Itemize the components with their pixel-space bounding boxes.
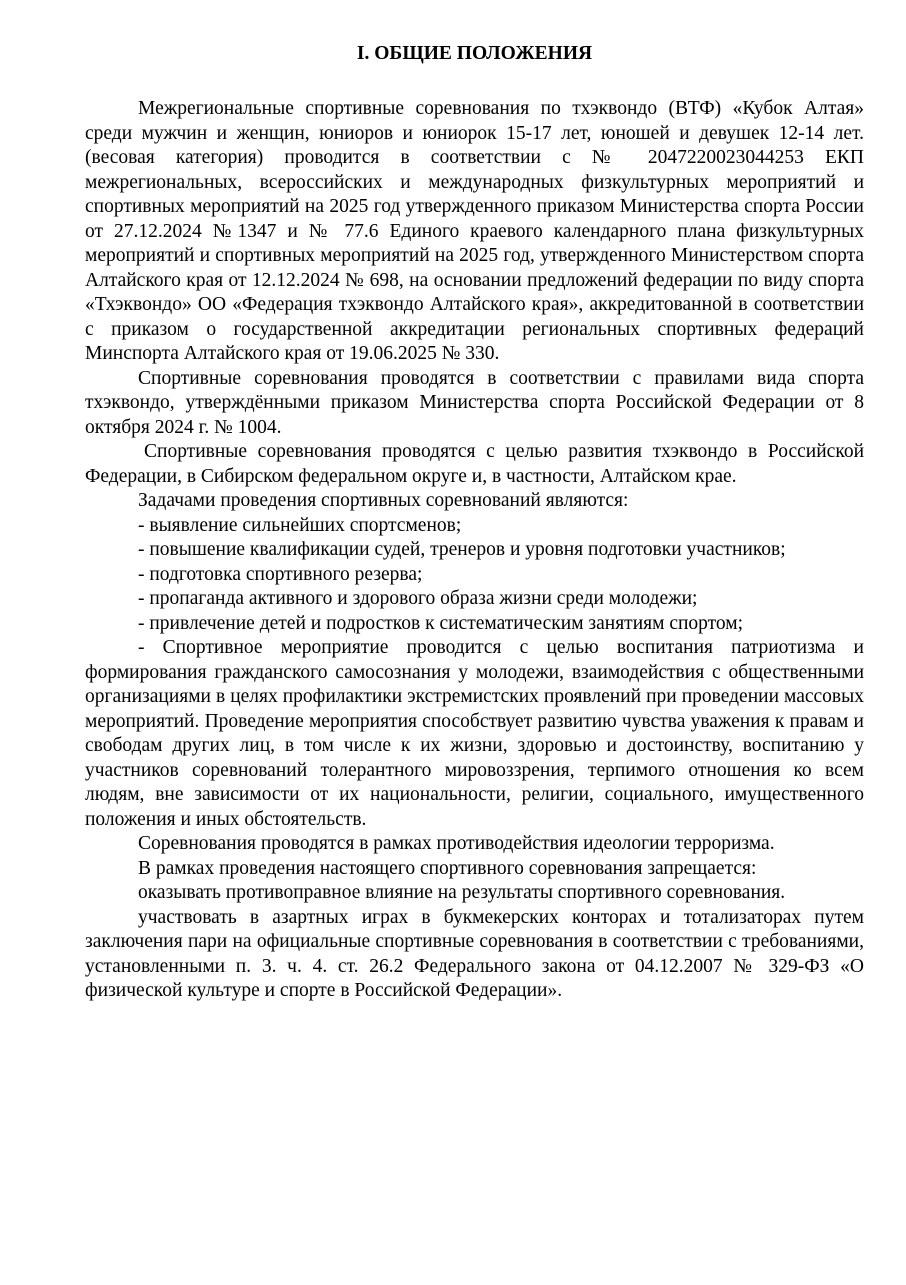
task-item: - выявление сильнейших спортсменов; bbox=[138, 514, 462, 536]
task-item: - подготовка спортивного резерва; bbox=[138, 563, 423, 585]
paragraph-prohibition-influence: оказывать противоправное влияние на результаты спортивного соревнования. bbox=[138, 882, 786, 903]
task-item: - пропаганда активного и здорового образа жизни среди молодежи; bbox=[138, 588, 698, 609]
paragraph-purpose: Спортивные соревнования проводятся с целью развития тхэквондо в Российской Федерации, в Сибирском федеральном округе и, в частности, Алтайском крае. bbox=[85, 441, 864, 487]
paragraph-prohibitions-intro: В рамках проведения настоящего спортивного соревнования запрещается: bbox=[138, 857, 757, 879]
task-item: - повышение квалификации судей, тренеров и уровня подготовки участников; bbox=[138, 539, 786, 560]
document-page bbox=[85, 40, 864, 1004]
paragraph-rules: Спортивные соревнования проводятся в соответствии с правилами вида спорта тхэквондо, утверждёнными приказом Министерства спорта Российской Федерации от 8 октября 2024 г. № 1004. bbox=[85, 367, 864, 438]
task-item: - привлечение детей и подростков к систематическим занятиям спортом; bbox=[138, 612, 744, 634]
section-title: I. ОБЩИЕ ПОЛОЖЕНИЯ bbox=[356, 43, 593, 64]
paragraph-anti-terrorism: Соревнования проводятся в рамках противодействия идеологии терроризма. bbox=[138, 833, 775, 854]
tasks-intro: Задачами проведения спортивных соревнований являются: bbox=[138, 490, 629, 511]
paragraph-patriotism: - Спортивное мероприятие проводится с целью воспитания патриотизма и формирования гражданского самосознания у молодежи, взаимодействия с общественными организациями в целях профилактики экстремистских проявлений при проведении массовых мероприятий. Проведение мероприятия способствует развитию чувства уважения к правам и свободам других лиц, в том числе к их жизни, здоровью и достоинству, воспитанию у участников соревнований толерантного мировоззрения, терпимого отношения ко всем людям, вне зависимости от их национальности, религии, социального, имущественного положения и иных обстоятельств. bbox=[85, 637, 864, 830]
paragraph-legal-basis: Межрегиональные спортивные соревнования по тхэквондо (ВТФ) «Кубок Алтая» среди мужчин и женщин, юниоров и юниорок 15-17 лет, юношей и девушек 12-14 лет.(весовая категория) проводится в соответствии с № 2047220023044253 ЕКП межрегиональных, всероссийских и международных физкультурных мероприятий и спортивных мероприятий на 2025 год утвержденного приказом Министерства спорта России от 27.12.2024 №1347 и № 77.6 Единого краевого календарного плана физкультурных мероприятий и спортивных мероприятий на 2025 год, утвержденного Министерством спорта Алтайского края от 12.12.2024 № 698, на основании предложений федерации по виду спорта «Тхэквондо» ОО «Федерация тхэквондо Алтайского края», аккредитованной в соответствии с приказом о государственной аккредитации региональных спортивных федераций Минспорта Алтайского края от 19.06.2025 № 330. bbox=[85, 98, 864, 364]
paragraph-prohibition-betting: участвовать в азартных играх в букмекерских конторах и тотализаторах путем заключения пари на официальные спортивные соревнования в соответствии с требованиями, установленными п. 3. ч. 4. ст. 26.2 Федерального закона от 04.12.2007 № 329-ФЗ «О физической культуре и спорте в Российской Федерации». bbox=[85, 906, 864, 1001]
